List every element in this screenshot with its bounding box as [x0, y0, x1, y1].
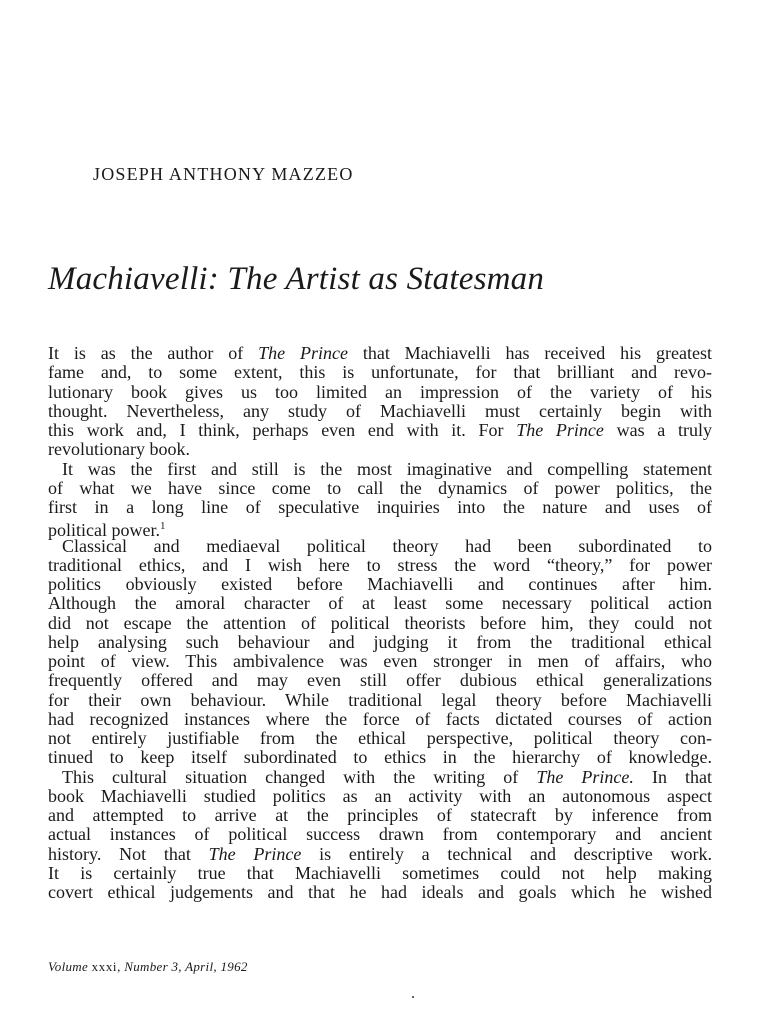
footnote-marker: 1	[159, 520, 166, 533]
body-line: thought. Nevertheless, any study of Machiavelli must certainly begin with	[48, 400, 712, 421]
body-line: book Machiavelli studied politics as an activity with an autonomous aspect	[48, 785, 712, 806]
scan-speck	[412, 996, 414, 998]
body-line: politics obviously existed before Machiavelli and continues after him.	[48, 574, 712, 594]
author-name: JOSEPH ANTHONY MAZZEO	[93, 164, 354, 184]
body-line: actual instances of political success drawn from contemporary and ancient	[48, 824, 712, 845]
body-line: history. Not that The Prince is entirely a technical and descriptive work.	[48, 843, 712, 864]
body-line: It is as the author of The Prince that Machiavelli has received his greatest	[48, 343, 712, 363]
body-line: point of view. This ambivalence was even stronger in men of affairs, who	[48, 651, 712, 671]
body-line: It is certainly true that Machiavelli sometimes could not help making	[48, 862, 712, 883]
body-line: It was the first and still is the most imaginative and compelling statement	[62, 458, 712, 479]
body-line: fame and, to some extent, this is unfortunate, for that brilliant and revo-	[48, 362, 712, 383]
body-line: had recognized instances where the force of facts dictated courses of action	[48, 708, 712, 729]
body-line: frequently offered and may even still offer dubious ethical generalizations	[48, 670, 712, 691]
body-line: tinued to keep itself subordinated to ethics in the hierarchy of knowledge.	[48, 747, 712, 768]
body-line: not entirely justifiable from the ethical perspective, political theory con-	[48, 728, 712, 748]
body-line: did not escape the attention of political theorists before him, they could not	[48, 612, 712, 633]
body-line: and attempted to arrive at the principles of statecraft by inference from	[48, 805, 712, 825]
body-line: Although the amoral character of at least some necessary political action	[48, 593, 712, 614]
body-line: of what we have since come to call the dynamics of power politics, the	[48, 477, 712, 498]
body-line: covert ethical judgements and that he had ideals and goals which he wished	[48, 882, 712, 902]
body-line: traditional ethics, and I wish here to stress the word “theory,” for power	[48, 554, 712, 575]
body-line: Classical and mediaeval political theory had been subordinated to	[62, 535, 712, 556]
article-title: Machiavelli: The Artist as Statesman	[48, 261, 545, 297]
body-line: revolutionary book.	[48, 439, 190, 460]
body-line: this work and, I think, perhaps even end with it. For The Prince was a truly	[48, 420, 712, 440]
body-line: This cultural situation changed with the writing of The Prince. In that	[62, 766, 712, 787]
body-line: for their own behaviour. While traditional legal theory before Machiavelli	[48, 689, 712, 710]
body-line: lutionary book gives us too limited an impression of the variety of his	[48, 381, 712, 402]
body-line: first in a long line of speculative inquiries into the nature and uses of	[48, 497, 712, 517]
journal-citation: Volume xxxi, Number 3, April, 1962	[48, 959, 248, 974]
body-line: political power.$^1$	[48, 520, 166, 541]
article-body	[48, 344, 712, 902]
body-line: help analysing such behaviour and judging it from the traditional ethical	[48, 631, 712, 652]
